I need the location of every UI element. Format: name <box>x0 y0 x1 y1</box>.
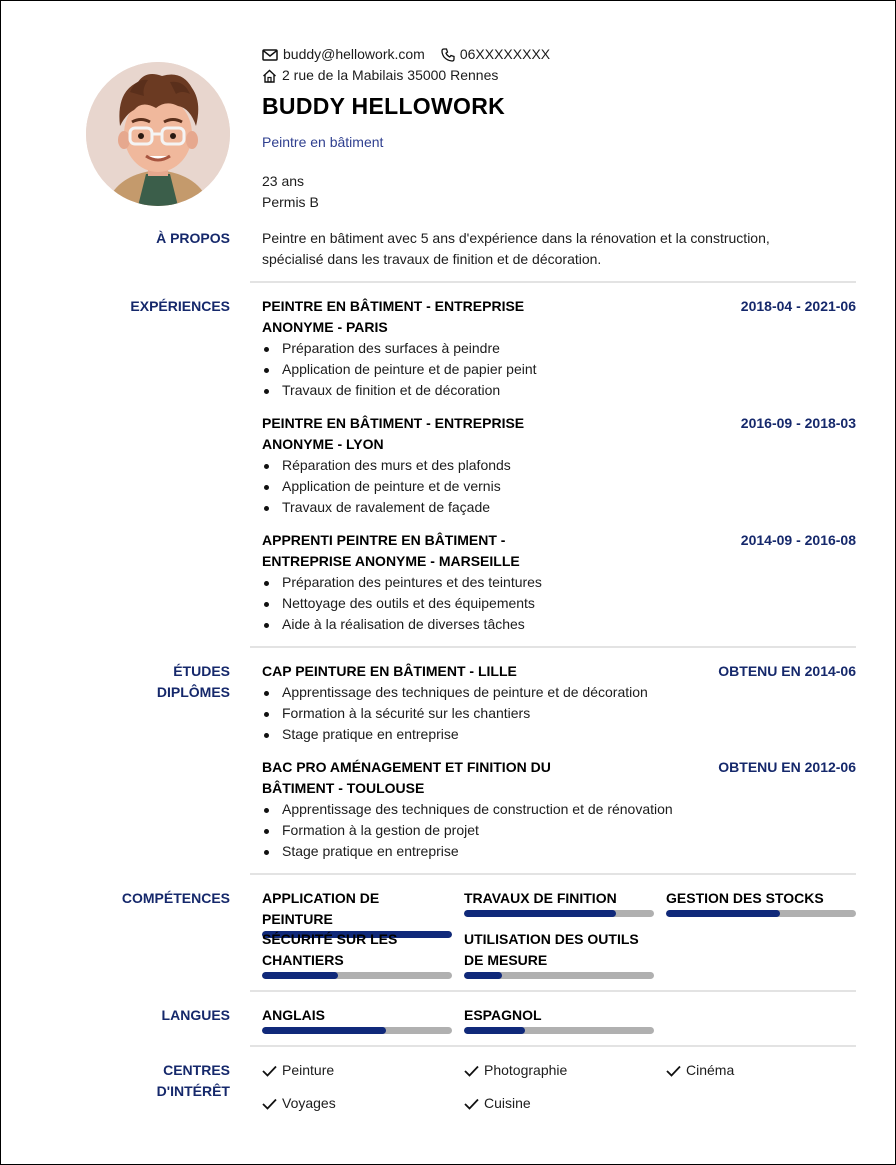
language-level-bar <box>464 1027 654 1034</box>
language-level-fill <box>262 1027 386 1034</box>
experience-entry <box>262 530 856 635</box>
language-item <box>464 1005 654 1034</box>
divider <box>250 1045 856 1047</box>
divider <box>250 646 856 648</box>
education-details <box>262 682 856 745</box>
interest-item <box>262 1093 336 1114</box>
list-item: Travaux de finition et de décoration <box>262 380 856 401</box>
education-entry <box>262 757 856 862</box>
skill-level-fill <box>464 972 502 979</box>
phone-text: 06XXXXXXXX <box>459 46 551 62</box>
section-label-about: À PROPOS <box>156 230 230 246</box>
check-icon <box>464 1098 479 1110</box>
section-label-line: ÉTUDES <box>173 663 230 679</box>
divider <box>250 281 856 283</box>
list-item: Nettoyage des outils et des équipements <box>262 593 856 614</box>
interest-label: Voyages <box>282 1095 336 1111</box>
experience-title-line: PEINTRE EN BÂTIMENT - ENTREPRISE <box>262 415 525 431</box>
list-item: Travaux de ravalement de façade <box>262 497 856 518</box>
experience-title-line: PEINTRE EN BÂTIMENT - ENTREPRISE <box>262 298 525 314</box>
experience-tasks <box>262 338 856 401</box>
education-title-line: BÂTIMENT - TOULOUSE <box>262 780 425 796</box>
skill-name-line: DE MESURE <box>464 952 548 968</box>
avatar <box>86 62 230 206</box>
section-label-interests <box>85 1060 230 1102</box>
list-item: Application de peinture et de papier peint <box>262 359 856 380</box>
interest-label: Cinéma <box>686 1062 735 1078</box>
skill-level-bar <box>666 910 856 917</box>
experience-date: 2014-09 - 2016-08 <box>740 532 856 548</box>
divider <box>250 873 856 875</box>
about-text-line: spécialisé dans les travaux de finition et de décoration. <box>262 251 602 267</box>
education-details <box>262 799 856 862</box>
interest-label: Peinture <box>282 1062 335 1078</box>
check-icon <box>262 1098 277 1110</box>
list-item: Préparation des surfaces à peindre <box>262 338 856 359</box>
experience-tasks <box>262 455 856 518</box>
education-date: OBTENU EN 2014-06 <box>718 663 856 679</box>
skill-level-bar <box>464 910 654 917</box>
interest-item <box>666 1060 734 1081</box>
section-label-line: CENTRES <box>163 1062 230 1078</box>
skill-name: APPLICATION DE PEINTURE <box>262 890 380 927</box>
avatar-illustration <box>86 62 230 206</box>
list-item: Préparation des peintures et des teintures <box>262 572 856 593</box>
envelope-icon <box>262 49 278 61</box>
address-text: 2 rue de la Mabilais 35000 Rennes <box>282 67 499 83</box>
age-text: 23 ans <box>262 173 305 189</box>
list-item: Formation à la sécurité sur les chantiers <box>262 703 856 724</box>
section-label-experiences: EXPÉRIENCES <box>130 298 230 314</box>
about-text-line: Peintre en bâtiment avec 5 ans d'expérience dans la rénovation et la construction, <box>262 230 770 246</box>
language-name: ESPAGNOL <box>464 1007 542 1023</box>
check-icon <box>666 1065 681 1077</box>
contact-block <box>262 44 566 86</box>
divider <box>250 990 856 992</box>
list-item: Réparation des murs et des plafonds <box>262 455 856 476</box>
section-label-line: D'INTÉRÊT <box>156 1083 230 1099</box>
skill-item <box>666 888 856 917</box>
section-label-languages: LANGUES <box>161 1007 230 1023</box>
job-title: Peintre en bâtiment <box>262 134 384 150</box>
education-date: OBTENU EN 2012-06 <box>718 759 856 775</box>
skill-item <box>262 929 452 979</box>
skill-level-bar <box>262 972 452 979</box>
list-item: Stage pratique en entreprise <box>262 724 856 745</box>
interest-item <box>262 1060 334 1081</box>
skill-item <box>464 888 654 917</box>
full-name: BUDDY HELLOWORK <box>262 93 506 119</box>
skill-level-fill <box>464 910 616 917</box>
section-label-line: DIPLÔMES <box>156 684 230 700</box>
list-item: Aide à la réalisation de diverses tâches <box>262 614 856 635</box>
list-item: Apprentissage des techniques de construction et de rénovation <box>262 799 856 820</box>
experience-entry <box>262 296 856 401</box>
list-item: Application de peinture et de vernis <box>262 476 856 497</box>
skill-name-line: SÉCURITÉ SUR LES <box>262 931 398 947</box>
personal-details <box>262 171 319 213</box>
check-icon <box>464 1065 479 1077</box>
interest-item <box>464 1093 531 1114</box>
email-text: buddy@hellowork.com <box>283 46 425 62</box>
experience-tasks <box>262 572 856 635</box>
skill-level-fill <box>666 910 780 917</box>
education-entry <box>262 661 856 745</box>
list-item: Apprentissage des techniques de peinture et de décoration <box>262 682 856 703</box>
phone-icon <box>441 48 455 62</box>
check-icon <box>262 1065 277 1077</box>
address-item <box>262 65 498 86</box>
section-label-education <box>85 661 230 703</box>
skill-name-line: UTILISATION DES OUTILS <box>464 931 639 947</box>
skill-name: GESTION DES STOCKS <box>666 890 824 906</box>
experience-title-line: APPRENTI PEINTRE EN BÂTIMENT - <box>262 532 506 548</box>
license-text: Permis B <box>262 194 319 210</box>
skill-name: TRAVAUX DE FINITION <box>464 890 617 906</box>
skill-level-fill <box>262 972 338 979</box>
language-name: ANGLAIS <box>262 1007 325 1023</box>
experience-date: 2016-09 - 2018-03 <box>740 415 856 431</box>
experience-title-line: ANONYME - LYON <box>262 436 384 452</box>
skill-name <box>464 929 654 971</box>
language-level-bar <box>262 1027 452 1034</box>
language-level-fill <box>464 1027 525 1034</box>
interest-label: Photographie <box>484 1062 568 1078</box>
language-item <box>262 1005 452 1034</box>
home-icon <box>262 69 277 83</box>
skill-name-line: CHANTIERS <box>262 952 344 968</box>
about-text <box>262 228 856 270</box>
skill-item <box>464 929 654 979</box>
experience-entry <box>262 413 856 518</box>
education-title: CAP PEINTURE EN BÂTIMENT - LILLE <box>262 663 517 679</box>
list-item: Formation à la gestion de projet <box>262 820 856 841</box>
email-item[interactable] <box>262 44 425 65</box>
experience-date: 2018-04 - 2021-06 <box>740 298 856 314</box>
section-label-skills: COMPÉTENCES <box>121 890 230 906</box>
experience-title-line: ENTREPRISE ANONYME - MARSEILLE <box>262 553 520 569</box>
skill-name <box>262 929 452 971</box>
interest-label: Cuisine <box>484 1095 531 1111</box>
list-item: Stage pratique en entreprise <box>262 841 856 862</box>
phone-item[interactable] <box>441 44 550 65</box>
education-title-line: BAC PRO AMÉNAGEMENT ET FINITION DU <box>262 759 551 775</box>
interest-item <box>464 1060 567 1081</box>
experience-title-line: ANONYME - PARIS <box>262 319 388 335</box>
skill-level-bar <box>464 972 654 979</box>
